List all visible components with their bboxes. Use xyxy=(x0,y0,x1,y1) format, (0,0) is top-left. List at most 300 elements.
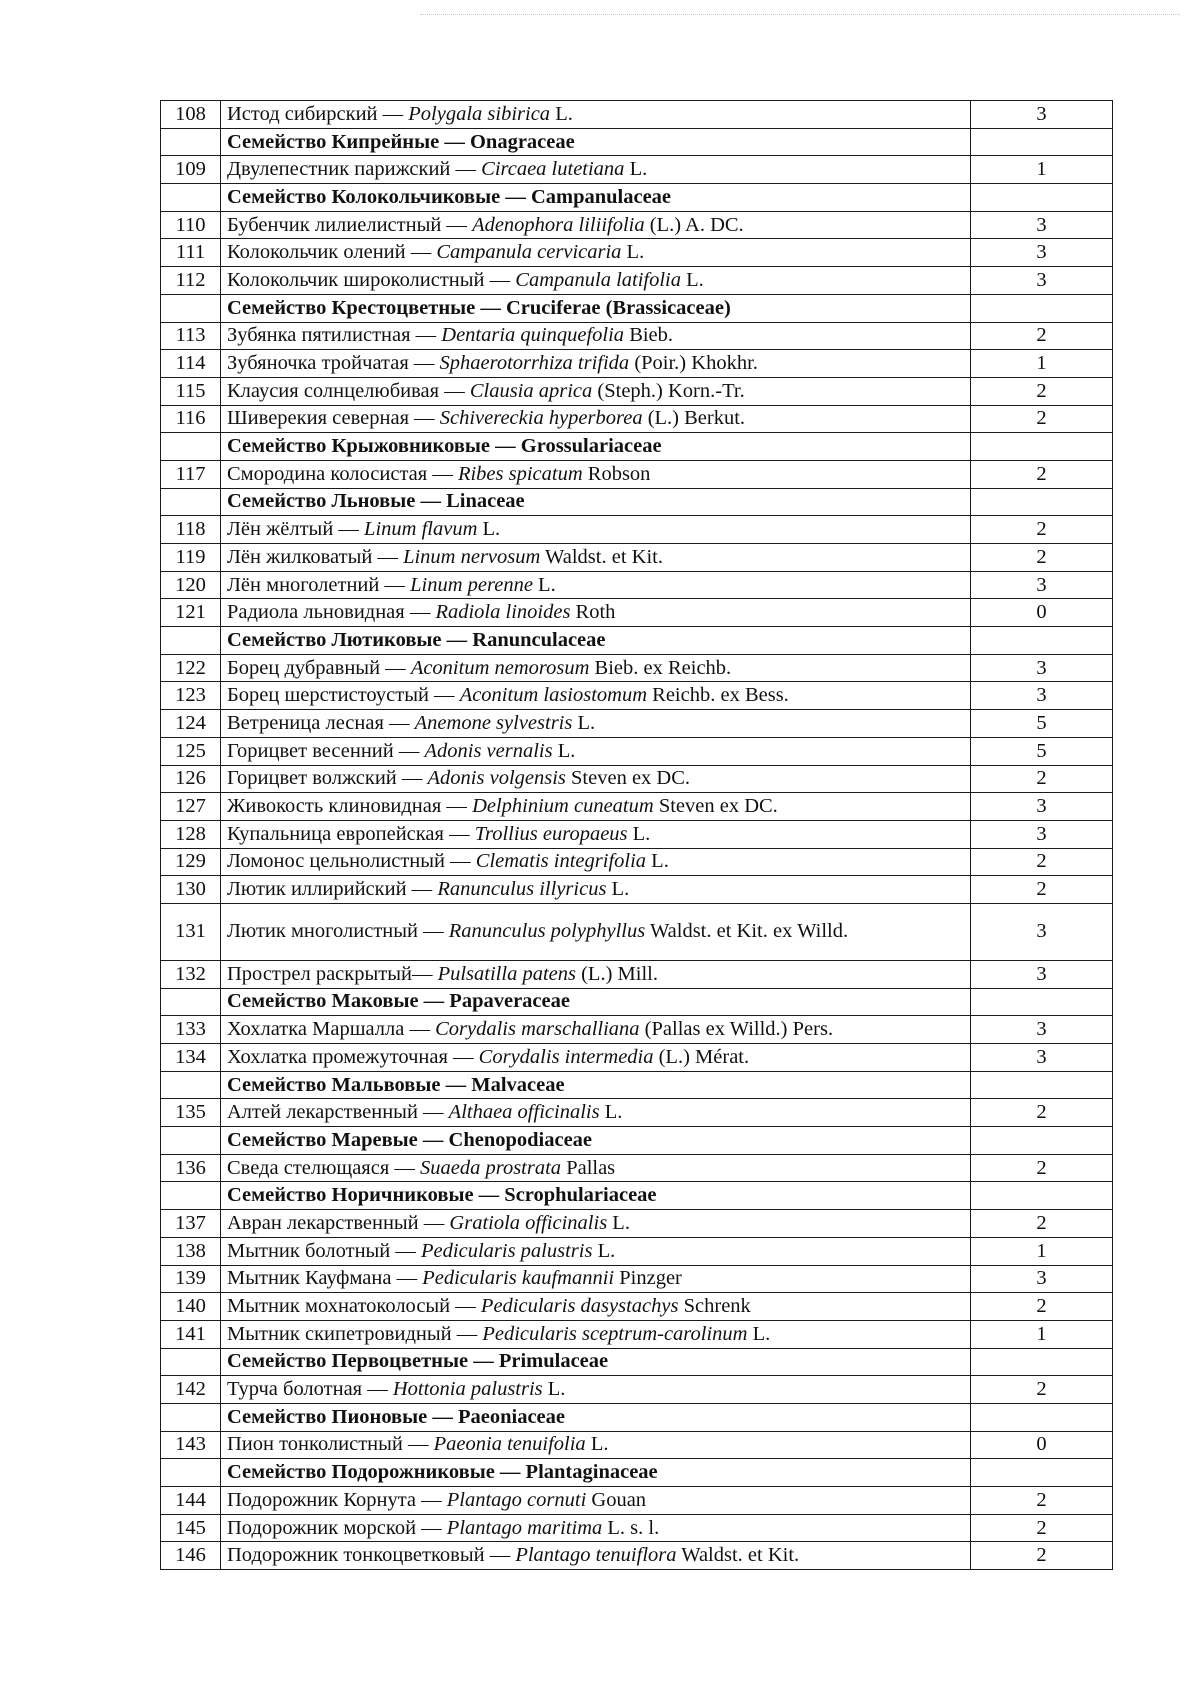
species-latin-name: Dentaria quinquefolia xyxy=(441,324,625,347)
species-author: L. xyxy=(621,241,645,264)
species-name-cell xyxy=(221,1265,971,1293)
row-number: 131 xyxy=(161,903,221,960)
status-category: 2 xyxy=(971,1514,1113,1542)
scan-artifact-line xyxy=(420,14,1180,15)
row-number: 145 xyxy=(161,1514,221,1542)
species-author: Steven ex DC. xyxy=(653,795,778,818)
status-cell xyxy=(971,988,1113,1016)
row-number: 143 xyxy=(161,1431,221,1459)
species-russian-name: Горицвет весенний — xyxy=(227,739,425,762)
species-name-cell xyxy=(221,1376,971,1404)
species-latin-name: Ranunculus polyphyllus xyxy=(448,920,646,943)
row-number-cell xyxy=(161,294,221,322)
status-category: 2 xyxy=(971,322,1113,350)
species-author: L. xyxy=(681,268,704,291)
species-row xyxy=(161,516,1113,544)
status-category: 3 xyxy=(971,1044,1113,1072)
row-number-cell xyxy=(161,1127,221,1155)
species-russian-name: Радиола льновидная — xyxy=(227,601,436,624)
species-row xyxy=(161,765,1113,793)
status-category: 3 xyxy=(971,101,1113,129)
species-name-cell xyxy=(221,1542,971,1570)
status-category: 2 xyxy=(971,1154,1113,1182)
species-name-cell xyxy=(221,239,971,267)
row-number-cell xyxy=(161,488,221,516)
row-number: 136 xyxy=(161,1154,221,1182)
species-name-cell xyxy=(221,654,971,682)
species-author: Robson xyxy=(582,462,651,485)
species-author: Roth xyxy=(570,601,616,624)
status-category: 3 xyxy=(971,820,1113,848)
species-latin-name: Radiola linoides xyxy=(435,601,571,624)
species-author: L. xyxy=(599,1101,623,1124)
row-number-cell xyxy=(161,433,221,461)
species-row xyxy=(161,820,1113,848)
species-russian-name: Борец дубравный — xyxy=(227,656,411,679)
species-name-cell xyxy=(221,1514,971,1542)
species-latin-name: Trollius europaeus xyxy=(474,822,628,845)
row-number: 109 xyxy=(161,156,221,184)
species-latin-name: Adenophora liliifolia xyxy=(472,213,645,236)
row-number: 117 xyxy=(161,460,221,488)
row-number: 122 xyxy=(161,654,221,682)
family-row xyxy=(161,294,1113,322)
status-cell xyxy=(971,1403,1113,1431)
status-category: 2 xyxy=(971,405,1113,433)
status-category: 2 xyxy=(971,765,1113,793)
row-number: 133 xyxy=(161,1016,221,1044)
species-russian-name: Лён многолетний — xyxy=(227,573,411,596)
row-number: 146 xyxy=(161,1542,221,1570)
row-number: 141 xyxy=(161,1320,221,1348)
species-russian-name: Подорожник Корнута — xyxy=(227,1488,447,1511)
status-cell xyxy=(971,627,1113,655)
species-name-cell xyxy=(221,1237,971,1265)
species-russian-name: Турча болотная — xyxy=(227,1378,393,1401)
species-name-cell xyxy=(221,876,971,904)
species-row xyxy=(161,156,1113,184)
species-name-cell xyxy=(221,377,971,405)
family-row xyxy=(161,1403,1113,1431)
species-name-cell xyxy=(221,903,971,960)
species-name-cell xyxy=(221,710,971,738)
row-number: 140 xyxy=(161,1293,221,1321)
species-russian-name: Смородина колосистая — xyxy=(227,462,458,485)
family-heading: Семейство Кипрейные — Onagraceae xyxy=(221,128,971,156)
species-latin-name: Pedicularis kaufmannii xyxy=(422,1267,615,1290)
species-russian-name: Мытник мохнатоколосый — xyxy=(227,1295,481,1318)
species-name-cell xyxy=(221,820,971,848)
status-category: 3 xyxy=(971,682,1113,710)
species-latin-name: Plantago cornuti xyxy=(446,1488,587,1511)
family-row xyxy=(161,1348,1113,1376)
species-russian-name: Мытник болотный — xyxy=(227,1239,422,1262)
status-cell xyxy=(971,1348,1113,1376)
species-row xyxy=(161,848,1113,876)
row-number-cell xyxy=(161,1403,221,1431)
species-row xyxy=(161,460,1113,488)
status-category: 3 xyxy=(971,267,1113,295)
species-name-cell xyxy=(221,1431,971,1459)
row-number: 138 xyxy=(161,1237,221,1265)
species-author: Schrenk xyxy=(678,1295,751,1318)
species-russian-name: Лютик многолистный — xyxy=(227,920,449,943)
row-number-cell xyxy=(161,184,221,212)
species-russian-name: Хохлатка Маршалла — xyxy=(227,1018,436,1041)
family-heading: Семейство Лютиковые — Ranunculaceae xyxy=(221,627,971,655)
species-latin-name: Gratiola officinalis xyxy=(449,1211,608,1234)
species-author: (Steph.) Korn.-Tr. xyxy=(592,379,745,402)
species-author: Steven ex DC. xyxy=(565,767,691,790)
row-number: 129 xyxy=(161,848,221,876)
family-row xyxy=(161,433,1113,461)
species-name-cell xyxy=(221,460,971,488)
row-number: 114 xyxy=(161,350,221,378)
status-cell xyxy=(971,1459,1113,1487)
family-row xyxy=(161,488,1113,516)
status-category: 2 xyxy=(971,460,1113,488)
species-author: (L.) Mérat. xyxy=(653,1045,750,1068)
species-author: L. xyxy=(532,573,556,596)
species-author: L. xyxy=(477,518,501,541)
species-russian-name: Истод сибирский — xyxy=(227,102,409,125)
family-row xyxy=(161,988,1113,1016)
species-latin-name: Adonis vernalis xyxy=(424,739,553,762)
row-number: 120 xyxy=(161,571,221,599)
species-row xyxy=(161,267,1113,295)
species-latin-name: Clematis integrifolia xyxy=(475,850,647,873)
family-heading: Семейство Крыжовниковые — Grossulariaceae xyxy=(221,433,971,461)
row-number-cell xyxy=(161,128,221,156)
row-number-cell xyxy=(161,988,221,1016)
family-heading: Семейство Первоцветные — Primulaceae xyxy=(221,1348,971,1376)
status-category: 3 xyxy=(971,239,1113,267)
family-row xyxy=(161,627,1113,655)
species-name-cell xyxy=(221,848,971,876)
family-row xyxy=(161,184,1113,212)
status-cell xyxy=(971,433,1113,461)
species-row xyxy=(161,1542,1113,1570)
species-row xyxy=(161,1099,1113,1127)
species-russian-name: Зубяночка тройчатая — xyxy=(227,352,440,375)
species-author: Pinzger xyxy=(614,1267,682,1290)
species-author: Waldst. et Kit. xyxy=(540,545,663,568)
species-latin-name: Plantago tenuiflora xyxy=(515,1544,677,1567)
status-cell xyxy=(971,1182,1113,1210)
row-number: 113 xyxy=(161,322,221,350)
species-row xyxy=(161,960,1113,988)
species-russian-name: Лютик иллирийский — xyxy=(227,878,438,901)
species-latin-name: Plantago maritima xyxy=(446,1516,603,1539)
status-cell xyxy=(971,294,1113,322)
species-row xyxy=(161,101,1113,129)
row-number: 108 xyxy=(161,101,221,129)
status-category: 2 xyxy=(971,1542,1113,1570)
species-russian-name: Живокость клиновидная — xyxy=(227,795,473,818)
status-category: 1 xyxy=(971,1237,1113,1265)
species-latin-name: Linum flavum xyxy=(364,518,478,541)
species-russian-name: Ветреница лесная — xyxy=(227,711,415,734)
species-latin-name: Ribes spicatum xyxy=(457,462,583,485)
species-latin-name: Clausia aprica xyxy=(469,379,593,402)
row-number: 123 xyxy=(161,682,221,710)
status-category: 5 xyxy=(971,710,1113,738)
status-category: 2 xyxy=(971,544,1113,572)
family-heading: Семейство Маревые — Chenopodiaceae xyxy=(221,1127,971,1155)
species-row xyxy=(161,1044,1113,1072)
species-row xyxy=(161,1487,1113,1515)
row-number: 139 xyxy=(161,1265,221,1293)
species-name-cell xyxy=(221,156,971,184)
status-category: 1 xyxy=(971,156,1113,184)
species-row xyxy=(161,571,1113,599)
family-heading: Семейство Пионовые — Paeoniaceae xyxy=(221,1403,971,1431)
status-category: 0 xyxy=(971,599,1113,627)
species-table-body xyxy=(161,101,1113,1570)
status-cell xyxy=(971,184,1113,212)
species-russian-name: Колокольчик широколистный — xyxy=(227,268,516,291)
status-category: 2 xyxy=(971,1293,1113,1321)
species-latin-name: Althaea officinalis xyxy=(448,1101,600,1124)
species-row xyxy=(161,737,1113,765)
species-russian-name: Зубянка пятилистная — xyxy=(227,324,442,347)
species-name-cell xyxy=(221,682,971,710)
species-latin-name: Suaeda prostrata xyxy=(420,1156,562,1179)
family-row xyxy=(161,1127,1113,1155)
species-name-cell xyxy=(221,1154,971,1182)
species-russian-name: Хохлатка промежуточная — xyxy=(227,1045,479,1068)
species-russian-name: Подорожник тонкоцветковый — xyxy=(227,1544,516,1567)
species-russian-name: Алтей лекарственный — xyxy=(227,1101,449,1124)
species-russian-name: Мытник скипетровидный — xyxy=(227,1322,483,1345)
species-name-cell xyxy=(221,544,971,572)
species-row xyxy=(161,544,1113,572)
species-name-cell xyxy=(221,1487,971,1515)
species-name-cell xyxy=(221,1210,971,1238)
species-name-cell xyxy=(221,101,971,129)
row-number: 121 xyxy=(161,599,221,627)
status-cell xyxy=(971,488,1113,516)
row-number: 132 xyxy=(161,960,221,988)
row-number: 128 xyxy=(161,820,221,848)
species-row xyxy=(161,793,1113,821)
species-row xyxy=(161,710,1113,738)
species-name-cell xyxy=(221,737,971,765)
status-category: 2 xyxy=(971,1487,1113,1515)
species-author: L. xyxy=(542,1378,566,1401)
species-name-cell xyxy=(221,1320,971,1348)
species-latin-name: Circaea lutetiana xyxy=(481,158,625,181)
species-latin-name: Linum perenne xyxy=(410,573,533,596)
species-author: L. xyxy=(572,711,596,734)
status-category: 3 xyxy=(971,1265,1113,1293)
species-author: (Poir.) Khokhr. xyxy=(629,352,758,375)
family-row xyxy=(161,1459,1113,1487)
species-row xyxy=(161,654,1113,682)
species-russian-name: Подорожник морской — xyxy=(227,1516,447,1539)
species-row xyxy=(161,1016,1113,1044)
species-author: L. xyxy=(606,878,630,901)
row-number-cell xyxy=(161,627,221,655)
row-number: 116 xyxy=(161,405,221,433)
row-number: 142 xyxy=(161,1376,221,1404)
species-author: L. xyxy=(592,1239,616,1262)
row-number: 119 xyxy=(161,544,221,572)
status-category: 2 xyxy=(971,848,1113,876)
species-latin-name: Paeonia tenuifolia xyxy=(433,1433,586,1456)
species-name-cell xyxy=(221,405,971,433)
status-category: 0 xyxy=(971,1431,1113,1459)
status-category: 2 xyxy=(971,516,1113,544)
species-row xyxy=(161,1376,1113,1404)
species-name-cell xyxy=(221,793,971,821)
species-row xyxy=(161,1514,1113,1542)
row-number: 134 xyxy=(161,1044,221,1072)
family-heading: Семейство Подорожниковые — Plantaginaceae xyxy=(221,1459,971,1487)
row-number: 115 xyxy=(161,377,221,405)
status-category: 2 xyxy=(971,1376,1113,1404)
species-russian-name: Клаусия солнцелюбивая — xyxy=(227,379,470,402)
status-category: 2 xyxy=(971,876,1113,904)
species-latin-name: Hottonia palustris xyxy=(392,1378,543,1401)
status-category: 3 xyxy=(971,1016,1113,1044)
species-row xyxy=(161,1210,1113,1238)
species-author: Reichb. ex Bess. xyxy=(647,684,789,707)
status-category: 5 xyxy=(971,737,1113,765)
species-author: L. xyxy=(550,102,573,125)
species-latin-name: Corydalis intermedia xyxy=(478,1045,654,1068)
status-category: 3 xyxy=(971,211,1113,239)
species-latin-name: Anemone sylvestris xyxy=(414,711,573,734)
row-number-cell xyxy=(161,1182,221,1210)
row-number: 126 xyxy=(161,765,221,793)
status-category: 3 xyxy=(971,793,1113,821)
status-category: 2 xyxy=(971,1210,1113,1238)
species-name-cell xyxy=(221,1293,971,1321)
status-cell xyxy=(971,1071,1113,1099)
family-row xyxy=(161,128,1113,156)
species-latin-name: Ranunculus illyricus xyxy=(437,878,607,901)
species-row xyxy=(161,682,1113,710)
status-category: 1 xyxy=(971,350,1113,378)
species-row xyxy=(161,211,1113,239)
species-russian-name: Купальница европейская — xyxy=(227,822,475,845)
species-author: Pallas xyxy=(561,1156,616,1179)
species-row xyxy=(161,239,1113,267)
species-row xyxy=(161,322,1113,350)
row-number: 135 xyxy=(161,1099,221,1127)
status-cell xyxy=(971,128,1113,156)
species-latin-name: Delphinium cuneatum xyxy=(472,795,654,818)
species-russian-name: Колокольчик олений — xyxy=(227,241,437,264)
family-heading: Семейство Норичниковые — Scrophulariaceae xyxy=(221,1182,971,1210)
family-heading: Семейство Колокольчиковые — Campanulaceae xyxy=(221,184,971,212)
species-latin-name: Pedicularis sceptrum-carolinum xyxy=(482,1322,748,1345)
species-row xyxy=(161,1265,1113,1293)
family-row xyxy=(161,1182,1113,1210)
family-heading: Семейство Льновые — Linaceae xyxy=(221,488,971,516)
species-author: (L.) Mill. xyxy=(575,962,658,985)
species-row xyxy=(161,350,1113,378)
row-number: 110 xyxy=(161,211,221,239)
row-number: 127 xyxy=(161,793,221,821)
species-russian-name: Лён жёлтый — xyxy=(227,518,365,541)
species-name-cell xyxy=(221,599,971,627)
species-row xyxy=(161,1293,1113,1321)
species-row xyxy=(161,1431,1113,1459)
family-heading: Семейство Крестоцветные — Cruciferae (Brassicaceae) xyxy=(221,294,971,322)
species-russian-name: Прострел раскрытый— xyxy=(227,962,438,985)
status-category: 2 xyxy=(971,377,1113,405)
species-latin-name: Campanula latifolia xyxy=(515,268,682,291)
status-category: 2 xyxy=(971,1099,1113,1127)
species-name-cell xyxy=(221,516,971,544)
species-name-cell xyxy=(221,322,971,350)
species-author: Bieb. xyxy=(624,324,674,347)
species-author: L. xyxy=(747,1322,771,1345)
species-row xyxy=(161,876,1113,904)
species-name-cell xyxy=(221,571,971,599)
species-author: Bieb. ex Reichb. xyxy=(589,656,732,679)
species-russian-name: Двулепестник парижский — xyxy=(227,158,482,181)
row-number: 111 xyxy=(161,239,221,267)
species-name-cell xyxy=(221,267,971,295)
row-number: 112 xyxy=(161,267,221,295)
species-latin-name: Linum nervosum xyxy=(403,545,541,568)
species-author: L. s. l. xyxy=(602,1516,660,1539)
row-number: 125 xyxy=(161,737,221,765)
species-row xyxy=(161,1154,1113,1182)
species-russian-name: Шиверекия северная — xyxy=(227,407,440,430)
species-latin-name: Schivereckia hyperborea xyxy=(439,407,643,430)
species-author: L. xyxy=(552,739,576,762)
species-russian-name: Бубенчик лилиелистный — xyxy=(227,213,473,236)
status-category: 3 xyxy=(971,903,1113,960)
species-row xyxy=(161,405,1113,433)
species-author: L. xyxy=(627,822,651,845)
row-number: 118 xyxy=(161,516,221,544)
species-author: Gouan xyxy=(586,1488,647,1511)
species-name-cell xyxy=(221,960,971,988)
species-author: L. xyxy=(624,158,648,181)
row-number: 130 xyxy=(161,876,221,904)
species-latin-name: Pedicularis dasystachys xyxy=(480,1295,679,1318)
species-russian-name: Борец шерстистоустый — xyxy=(227,684,460,707)
status-category: 3 xyxy=(971,960,1113,988)
row-number: 124 xyxy=(161,710,221,738)
species-name-cell xyxy=(221,1044,971,1072)
species-name-cell xyxy=(221,350,971,378)
row-number-cell xyxy=(161,1071,221,1099)
species-russian-name: Ломонос цельнолистный — xyxy=(227,850,476,873)
status-category: 3 xyxy=(971,571,1113,599)
species-name-cell xyxy=(221,1099,971,1127)
species-name-cell xyxy=(221,1016,971,1044)
row-number: 144 xyxy=(161,1487,221,1515)
species-author: Waldst. et Kit. xyxy=(676,1544,800,1567)
species-author: L. xyxy=(585,1433,609,1456)
family-heading: Семейство Мальвовые — Malvaceae xyxy=(221,1071,971,1099)
family-heading: Семейство Маковые — Papaveraceae xyxy=(221,988,971,1016)
species-author: L. xyxy=(607,1211,630,1234)
row-number: 137 xyxy=(161,1210,221,1238)
species-russian-name: Пион тонколистный — xyxy=(227,1433,434,1456)
species-russian-name: Лён жилковатый — xyxy=(227,545,404,568)
status-cell xyxy=(971,1127,1113,1155)
species-latin-name: Campanula cervicaria xyxy=(436,241,622,264)
species-row xyxy=(161,377,1113,405)
species-author: Waldst. et Kit. ex Willd. xyxy=(645,920,849,943)
